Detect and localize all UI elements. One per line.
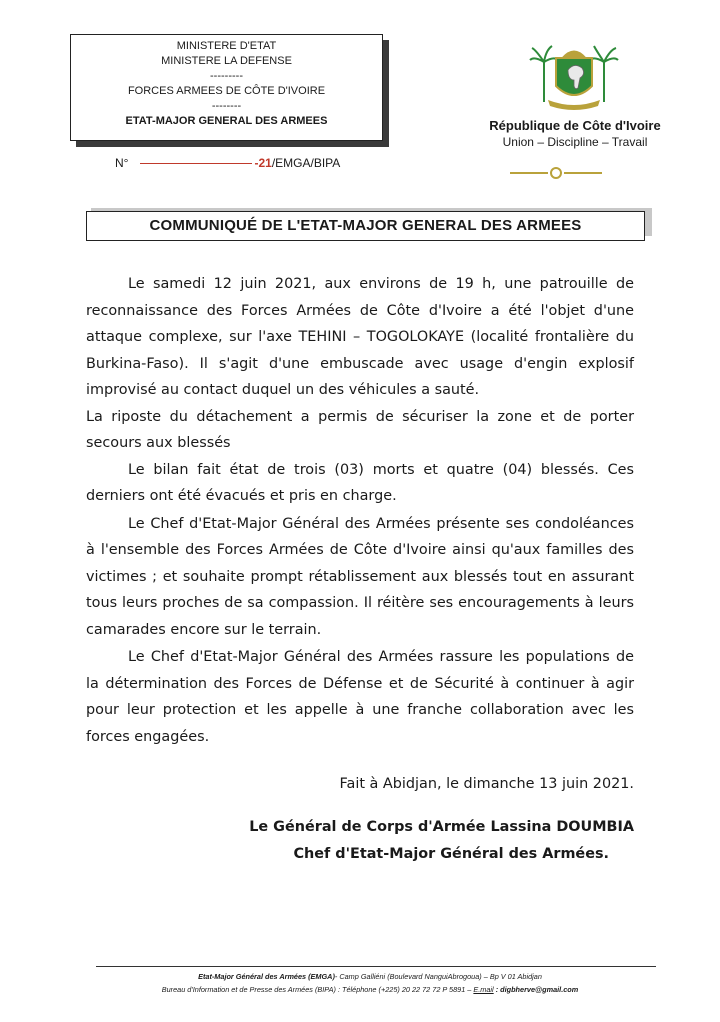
staff-name: ETAT-MAJOR GENERAL DES ARMEES (125, 115, 328, 127)
signatory-block (0, 814, 634, 868)
footer-email-label: E.mail (473, 985, 494, 994)
signatory-name: Le Général de Corps d'Armée Lassina DOUMBIA (249, 819, 634, 835)
paragraph: La riposte du détachement a permis de sécuriser la zone et de porter secours aux blessés (86, 408, 634, 451)
ministry-line: MINISTERE D'ETAT (176, 40, 277, 52)
place-and-date: Fait à Abidjan, le dimanche 13 juin 2021. (339, 776, 634, 792)
footer-line-1 (60, 970, 680, 983)
footer-divider (96, 966, 656, 967)
reference-blank (140, 163, 252, 164)
footer-org: Etat-Major Général des Armées (EMGA) (198, 972, 335, 981)
footer-email: : digbherve@gmail.com (495, 985, 579, 994)
footer-contact: Bureau d'Information et de Presse des Armées (BIPA) : Téléphone (+225) 20 22 72 72 P 5891 – (161, 985, 472, 994)
page-footer (60, 970, 680, 996)
communique-title: COMMUNIQUÉ DE L'ETAT-MAJOR GENERAL DES ARMEES (86, 211, 645, 241)
coat-of-arms-icon (528, 40, 620, 112)
signatory-title: Chef d'Etat-Major Général des Armées. (293, 846, 609, 862)
footer-line-2 (60, 983, 680, 996)
reference-prefix: N° (115, 156, 129, 170)
paragraph: Le Chef d'Etat-Major Général des Armées rassure les populations de la détermination des Forces de Défense et de Sécurité à continuer à agir pour leur protection et les appelle à une franche collaboration avec les forces engagées. (86, 649, 634, 745)
reference-suffix: /EMGA/BIPA (271, 156, 341, 170)
ministry-header-box (70, 34, 383, 141)
ministry-line: MINISTERE LA DEFENSE (161, 55, 292, 67)
ministry-line: FORCES ARMEES DE CÔTE D'IVOIRE (127, 85, 326, 97)
ministry-separator: --------- (210, 70, 243, 82)
republic-header (440, 118, 710, 149)
reference-number (115, 156, 340, 170)
footer-address: - Camp Galliéni (Boulevard NanguiAbrogoua) – Bp V 01 Abidjan (334, 972, 542, 981)
ministry-separator: -------- (211, 100, 242, 112)
republic-motto: Union – Discipline – Travail (502, 135, 648, 149)
republic-name: République de Côte d'Ivoire (489, 118, 661, 133)
paragraph: Le Chef d'Etat-Major Général des Armées présente ses condoléances à l'ensemble des Forces Armées de Côte d'Ivoire ainsi qu'aux familles des victimes ; et souhaite prompt rétablissement aux blessés tout en assurant tous leurs proches de sa compassion. Il réitère ses encouragements à leurs camarades encore sur le terrain. (86, 515, 634, 638)
reference-code: -21 (254, 156, 272, 170)
paragraph: Le samedi 12 juin 2021, aux environs de 19 h, une patrouille de reconnaissance des Forces Armées de Côte d'Ivoire a été l'objet d'une attaque complexe, sur l'axe TEHINI – TOGOLOKAYE (localité frontalière du Burkina-Faso). Il s'agit d'une embuscade avec usage d'engin explosif improvisé au contact duquel un des véhicules a sauté. (86, 276, 634, 398)
paragraph: Le bilan fait état de trois (03) morts et quatre (04) blessés. Ces derniers ont été évacués et pris en charge. (86, 461, 634, 504)
ornament-divider-icon (510, 166, 602, 180)
communique-body (86, 271, 634, 750)
